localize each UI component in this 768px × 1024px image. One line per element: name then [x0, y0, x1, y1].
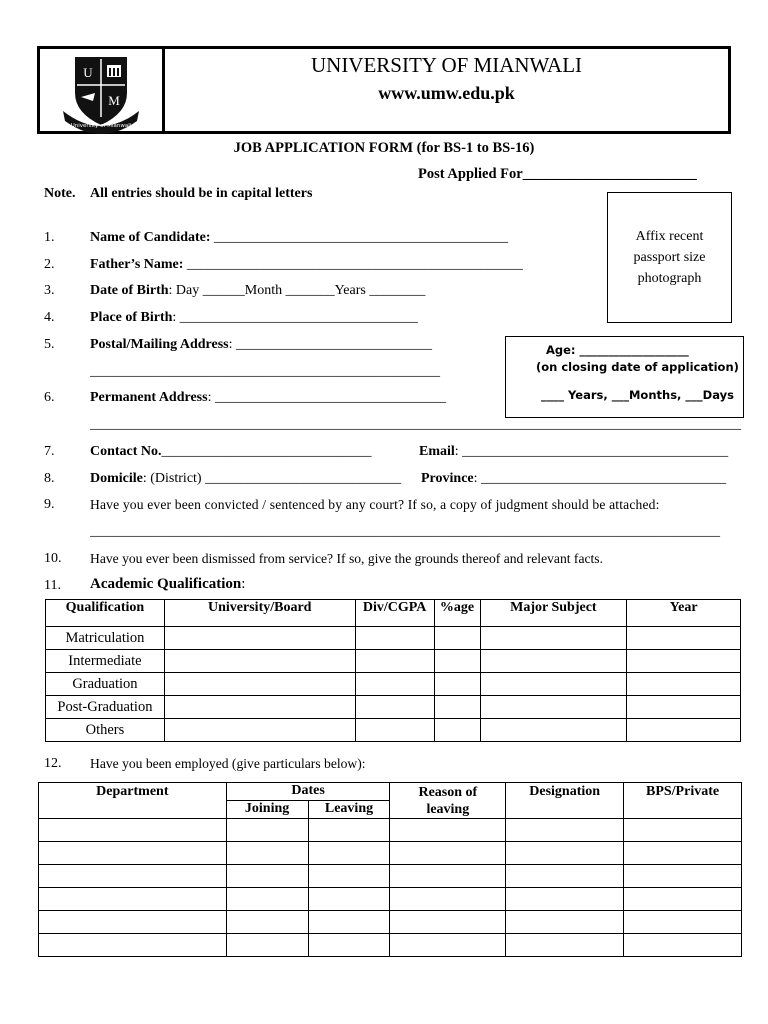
table-cell[interactable]: [39, 842, 227, 865]
table-row: [39, 865, 742, 888]
field-blank: ________________________________________________: [183, 257, 523, 272]
letterhead: [37, 46, 731, 134]
field-label: Date of Birth: [90, 283, 169, 298]
table-header-row: [46, 600, 741, 627]
table-cell[interactable]: [39, 888, 227, 911]
table-cell[interactable]: [434, 719, 480, 742]
field-blank: : Day ______Month _______Years ________: [168, 283, 426, 298]
column-header: Qualification: [46, 600, 165, 627]
table-cell[interactable]: [355, 650, 434, 673]
qualification-cell: Post-Graduation: [46, 696, 165, 719]
field-label: Father’s Name:: [90, 257, 184, 272]
email-field[interactable]: [419, 444, 728, 460]
field-label: Academic Qualification: [90, 576, 242, 592]
table-cell[interactable]: [506, 819, 624, 842]
field-number: 8.: [44, 471, 55, 486]
table-cell[interactable]: [624, 934, 742, 957]
age-breakdown-field[interactable]: ____ Years, ___Months, ___Days: [541, 388, 734, 402]
table-cell[interactable]: [308, 865, 390, 888]
qualification-cell: Matriculation: [46, 627, 165, 650]
table-cell[interactable]: [480, 696, 627, 719]
table-cell[interactable]: [355, 673, 434, 696]
university-name: UNIVERSITY OF MIANWALI: [310, 53, 583, 77]
svg-text:U: U: [83, 65, 93, 80]
table-cell[interactable]: [627, 673, 741, 696]
column-header-reason: [390, 783, 506, 819]
conviction-question: Have you ever been convicted / sentenced by any court? If so, a copy of judgment should be attached:: [90, 497, 660, 512]
svg-text:M: M: [108, 93, 120, 108]
table-cell[interactable]: [390, 819, 506, 842]
table-row: [39, 888, 742, 911]
column-header: Year: [627, 600, 741, 627]
table-cell[interactable]: [434, 627, 480, 650]
svg-text:University of Mianwali: University of Mianwali: [70, 123, 132, 129]
table-cell[interactable]: [308, 911, 390, 934]
field-blank: __________________________________________: [210, 230, 509, 245]
table-cell[interactable]: [308, 819, 390, 842]
field-number: 5.: [44, 337, 55, 352]
postal-address-line-2[interactable]: __________________________________________________: [90, 364, 440, 379]
field-colon: :: [241, 576, 246, 592]
field-number: 9.: [44, 497, 55, 512]
field-blank: : (District) ____________________________: [142, 471, 402, 486]
field-blank: ______________________________: [161, 444, 372, 459]
table-cell[interactable]: [480, 673, 627, 696]
table-cell[interactable]: [480, 719, 627, 742]
field-number: 7.: [44, 444, 55, 459]
table-cell[interactable]: [390, 865, 506, 888]
table-cell[interactable]: [308, 842, 390, 865]
field-number: 1.: [44, 230, 55, 245]
column-header: Div/CGPA: [355, 600, 434, 627]
employment-table: [38, 782, 742, 957]
university-logo: [57, 51, 145, 135]
domicile-field[interactable]: [90, 471, 401, 487]
note-text: All entries should be in capital letters: [90, 186, 313, 201]
field-label: Contact No.: [90, 444, 162, 459]
university-website: www.umw.edu.pk: [378, 83, 515, 103]
table-cell[interactable]: [164, 650, 355, 673]
table-cell[interactable]: [355, 627, 434, 650]
field-number: 3.: [44, 283, 55, 298]
column-header: Leaving: [308, 801, 390, 819]
field-label: Place of Birth: [90, 310, 173, 325]
column-header: BPS/Private: [624, 783, 742, 819]
table-cell[interactable]: [434, 696, 480, 719]
table-cell[interactable]: [390, 934, 506, 957]
field-number: 11.: [44, 578, 61, 593]
field-label: Domicile: [90, 471, 143, 486]
table-cell[interactable]: [164, 627, 355, 650]
conviction-answer-line[interactable]: __________________________________________________________________________________________: [90, 524, 720, 539]
form-title: JOB APPLICATION FORM (for BS-1 to BS-16): [233, 140, 535, 156]
table-cell[interactable]: [506, 842, 624, 865]
province-field[interactable]: [421, 471, 726, 487]
photo-line-2: passport size: [633, 250, 706, 265]
table-cell[interactable]: [308, 934, 390, 957]
date-of-birth-field[interactable]: [90, 283, 425, 299]
table-cell[interactable]: [627, 719, 741, 742]
age-box: [505, 336, 744, 418]
table-row: [46, 719, 741, 742]
column-header: %age: [434, 600, 480, 627]
table-row: [39, 819, 742, 842]
column-header: Department: [39, 783, 227, 819]
table-cell[interactable]: [226, 911, 308, 934]
table-row: [39, 842, 742, 865]
field-number: 12.: [44, 756, 62, 771]
table-cell[interactable]: [506, 888, 624, 911]
table-cell[interactable]: [390, 888, 506, 911]
table-cell[interactable]: [355, 696, 434, 719]
logo-cell: [40, 49, 165, 131]
name-of-candidate-field[interactable]: [90, 230, 508, 246]
table-cell[interactable]: [624, 819, 742, 842]
table-cell[interactable]: [627, 627, 741, 650]
field-label: Email: [419, 444, 455, 459]
table-cell[interactable]: [226, 819, 308, 842]
header-line: Reason of: [418, 785, 478, 800]
table-cell[interactable]: [624, 911, 742, 934]
field-label: Name of Candidate:: [90, 230, 211, 245]
fathers-name-field[interactable]: [90, 257, 523, 273]
table-cell[interactable]: [434, 673, 480, 696]
academic-qualification-table: [45, 599, 741, 742]
contact-no-field[interactable]: [90, 444, 372, 460]
table-cell[interactable]: [390, 911, 506, 934]
place-of-birth-field[interactable]: [90, 310, 418, 326]
field-blank: : ____________________________: [228, 337, 432, 352]
table-cell[interactable]: [226, 888, 308, 911]
column-header: Major Subject: [480, 600, 627, 627]
table-cell[interactable]: [506, 911, 624, 934]
photo-line-3: photograph: [637, 271, 702, 286]
table-cell[interactable]: [624, 842, 742, 865]
photo-line-1: Affix recent: [635, 229, 704, 244]
table-row: [46, 673, 741, 696]
table-cell[interactable]: [164, 719, 355, 742]
field-label: Province: [421, 471, 474, 486]
table-cell[interactable]: [226, 865, 308, 888]
table-row: [39, 934, 742, 957]
table-row: [39, 911, 742, 934]
dismissal-question: Have you ever been dismissed from service? If so, give the grounds thereof and relevant facts.: [90, 551, 603, 566]
table-cell[interactable]: [480, 627, 627, 650]
column-header: University/Board: [164, 600, 355, 627]
postal-address-field[interactable]: [90, 337, 432, 353]
table-header-row: [39, 783, 742, 801]
table-row: [46, 627, 741, 650]
column-header: Joining: [226, 801, 308, 819]
permanent-address-line-2[interactable]: _____________________________________________________________________________________________: [90, 417, 741, 432]
field-number: 10.: [44, 551, 62, 566]
field-blank: : __________________________________: [172, 310, 418, 325]
header-line: leaving: [426, 802, 470, 817]
table-cell[interactable]: [624, 888, 742, 911]
field-label: Permanent Address: [90, 390, 208, 405]
table-cell[interactable]: [164, 673, 355, 696]
academic-qualification-heading: [90, 576, 245, 593]
table-cell[interactable]: [390, 842, 506, 865]
table-cell[interactable]: [480, 650, 627, 673]
table-row: [46, 696, 741, 719]
age-field[interactable]: Age: ___________________: [546, 343, 689, 357]
table-cell[interactable]: [39, 865, 227, 888]
field-number: 4.: [44, 310, 55, 325]
table-cell[interactable]: [39, 819, 227, 842]
table-row: [46, 650, 741, 673]
table-cell[interactable]: [506, 865, 624, 888]
table-cell[interactable]: [627, 650, 741, 673]
age-note: (on closing date of application): [536, 360, 739, 374]
table-cell[interactable]: [39, 934, 227, 957]
photo-box: [607, 192, 732, 323]
employment-question: Have you been employed (give particulars below):: [90, 756, 366, 771]
table-cell[interactable]: [506, 934, 624, 957]
table-cell[interactable]: [308, 888, 390, 911]
table-cell[interactable]: [164, 696, 355, 719]
field-blank: : ___________________________________: [473, 471, 727, 486]
table-cell[interactable]: [434, 650, 480, 673]
permanent-address-field[interactable]: [90, 390, 446, 406]
column-header: Designation: [506, 783, 624, 819]
field-number: 2.: [44, 257, 55, 272]
table-cell[interactable]: [226, 842, 308, 865]
note-label: Note.: [44, 186, 76, 201]
qualification-cell: Graduation: [46, 673, 165, 696]
table-cell[interactable]: [624, 865, 742, 888]
column-header: Dates: [226, 783, 390, 801]
field-number: 6.: [44, 390, 55, 405]
qualification-cell: Others: [46, 719, 165, 742]
post-applied-field[interactable]: Post Applied For________________________: [418, 166, 697, 182]
table-cell[interactable]: [627, 696, 741, 719]
field-blank: : ______________________________________: [454, 444, 729, 459]
table-cell[interactable]: [226, 934, 308, 957]
table-cell[interactable]: [355, 719, 434, 742]
table-cell[interactable]: [39, 911, 227, 934]
qualification-cell: Intermediate: [46, 650, 165, 673]
field-blank: : _________________________________: [207, 390, 446, 405]
field-label: Postal/Mailing Address: [90, 337, 229, 352]
